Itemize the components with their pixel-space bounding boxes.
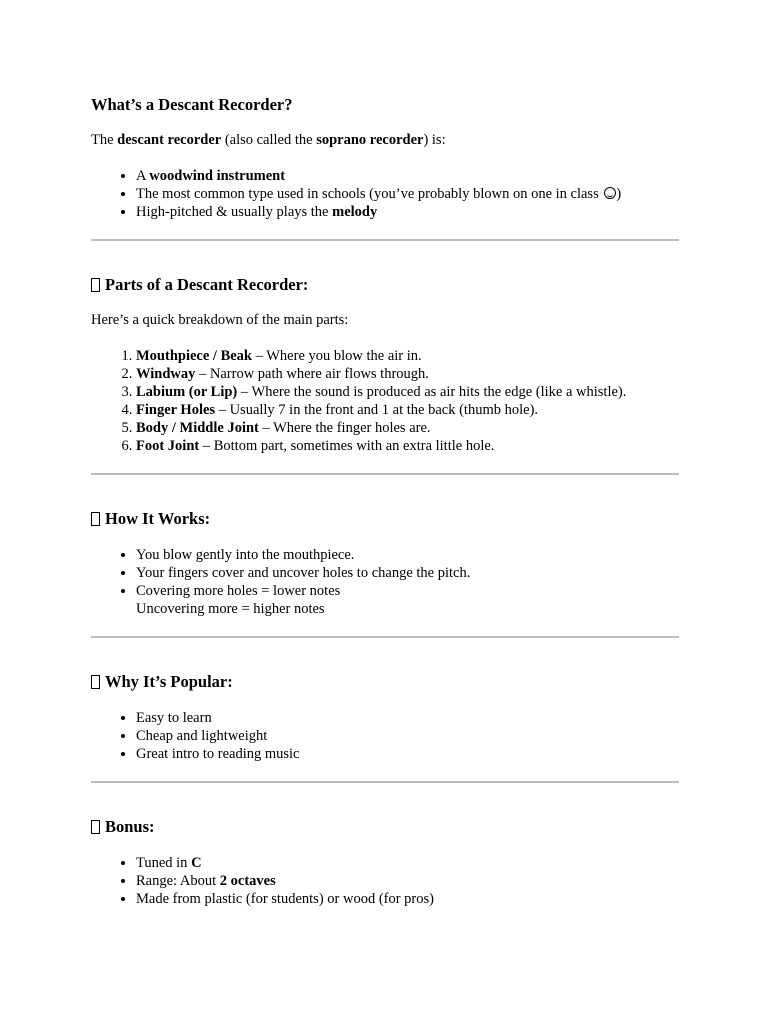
parts-heading: [91, 274, 679, 296]
item-text: Tuned in: [136, 855, 192, 871]
part-desc: – Bottom part, sometimes with an extra little hole.: [199, 438, 495, 454]
item-text: ): [616, 186, 622, 202]
section-divider: [91, 636, 679, 638]
bonus-heading-text: Bonus:: [105, 817, 155, 836]
item-text: Range: About: [136, 873, 220, 889]
intro-paragraph: [91, 131, 679, 149]
bonus-list: [91, 854, 679, 908]
intro-heading-text: What’s a Descant Recorder?: [91, 95, 293, 114]
list-item: [136, 854, 679, 872]
part-name: Labium (or Lip): [136, 384, 238, 400]
item-text: Made from plastic (for students) or wood (for pros): [136, 891, 434, 907]
how-heading-text: How It Works:: [105, 509, 211, 528]
part-name: Foot Joint: [136, 438, 200, 454]
smiley-icon: [604, 187, 616, 199]
list-item: [136, 365, 679, 383]
item-bold: C: [191, 855, 202, 871]
intro-text: (also called the: [221, 132, 317, 148]
intro-text: ) is:: [423, 132, 446, 148]
bonus-heading: [91, 816, 679, 838]
list-item: [136, 890, 679, 908]
list-item: [136, 582, 679, 618]
list-item: [136, 437, 679, 455]
part-name: Windway: [136, 366, 196, 382]
list-item: • You blow gently into the mouthpiece.: [136, 546, 679, 564]
missing-glyph-icon: [91, 820, 100, 834]
item-text: Covering more holes = lower notes: [136, 583, 341, 599]
list-item: [136, 167, 679, 185]
section-divider: [91, 239, 679, 241]
how-heading: [91, 508, 679, 530]
list-item: [136, 185, 679, 203]
part-name: Finger Holes: [136, 402, 216, 418]
parts-heading-text: Parts of a Descant Recorder:: [105, 275, 309, 294]
item-bold: 2 octaves: [219, 873, 276, 889]
intro-bold-soprano: soprano recorder: [316, 132, 424, 148]
list-item: [136, 347, 679, 365]
list-item: • Cheap and lightweight: [136, 727, 679, 745]
list-item: • Great intro to reading music: [136, 745, 679, 763]
missing-glyph-icon: [91, 278, 100, 292]
list-item: • Easy to learn: [136, 709, 679, 727]
item-text: High-pitched & usually plays the: [136, 204, 333, 220]
popular-list: [91, 709, 679, 763]
section-divider: [91, 781, 679, 783]
list-item: [136, 872, 679, 890]
document-page: [91, 92, 679, 908]
item-text: Uncovering more = higher notes: [136, 601, 325, 617]
part-desc: – Where you blow the air in.: [252, 348, 422, 364]
how-list: [91, 546, 679, 618]
list-item: [136, 203, 679, 221]
missing-glyph-icon: [91, 675, 100, 689]
missing-glyph-icon: [91, 512, 100, 526]
part-name: Mouthpiece / Beak: [136, 348, 252, 364]
list-item: • Your fingers cover and uncover holes to change the pitch.: [136, 564, 679, 582]
part-name: Body / Middle Joint: [136, 420, 259, 436]
intro-text: The: [91, 132, 118, 148]
list-item: [136, 401, 679, 419]
list-item: [136, 383, 679, 401]
part-desc: – Usually 7 in the front and 1 at the back (thumb hole).: [215, 402, 539, 418]
part-desc: – Where the sound is produced as air hits the edge (like a whistle).: [237, 384, 627, 400]
section-divider: [91, 473, 679, 475]
item-text: The most common type used in schools (you’ve probably blown on one in class: [136, 186, 603, 202]
parts-lead: Here’s a quick breakdown of the main parts:: [91, 312, 349, 328]
item-text: A: [136, 168, 150, 184]
popular-heading-text: Why It’s Popular:: [105, 672, 233, 691]
part-desc: – Narrow path where air flows through.: [195, 366, 429, 382]
list-item: [136, 419, 679, 437]
item-bold: woodwind instrument: [149, 168, 286, 184]
intro-heading: [91, 94, 679, 116]
item-bold: melody: [332, 204, 378, 220]
part-desc: – Where the finger holes are.: [258, 420, 431, 436]
intro-bold-descant: descant recorder: [117, 132, 222, 148]
intro-list: [91, 167, 679, 221]
parts-list: [91, 347, 679, 455]
popular-heading: [91, 671, 679, 693]
